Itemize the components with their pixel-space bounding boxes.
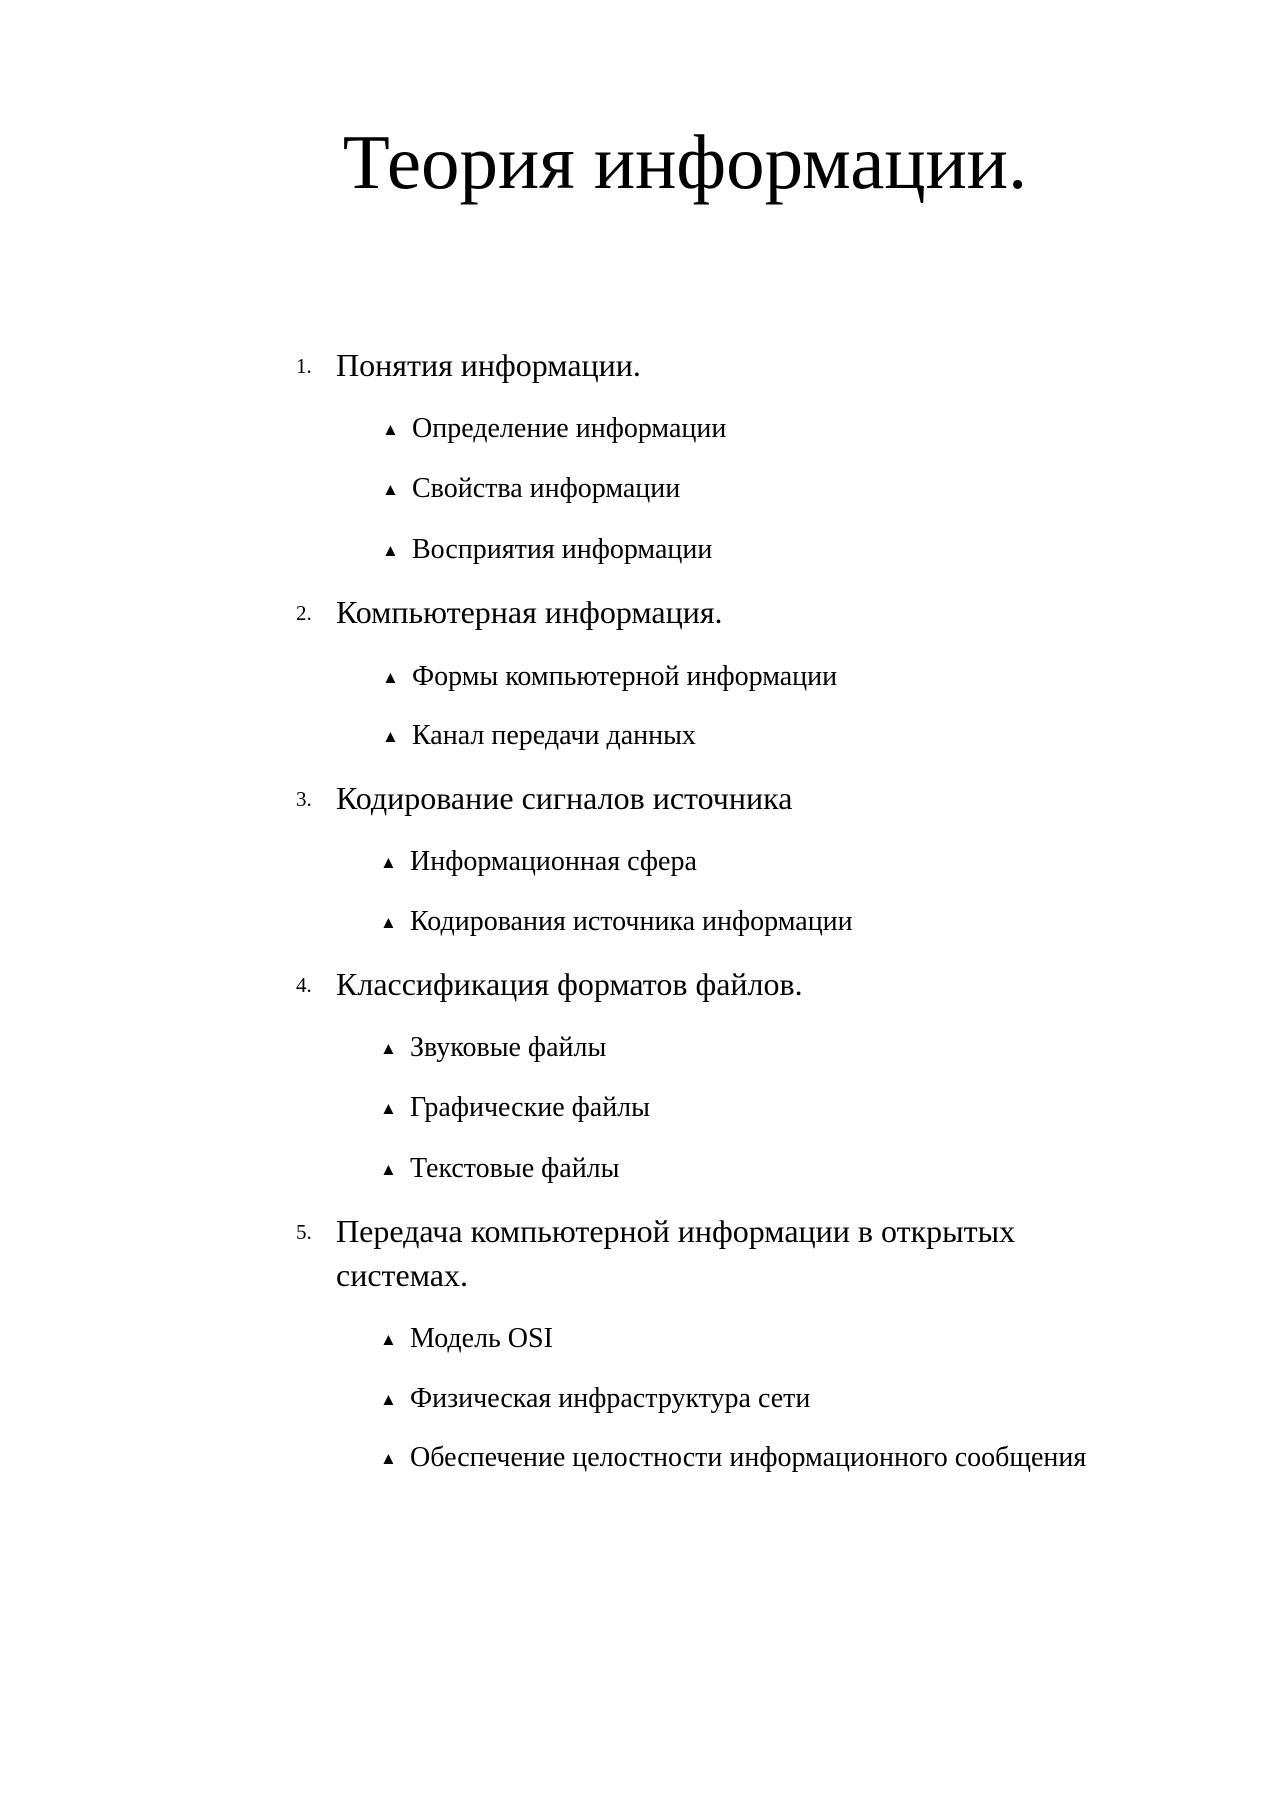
subsection-label: Свойства информации (412, 473, 681, 504)
subsection-label: Звуковые файлы (410, 1032, 607, 1063)
section-title: Кодирование сигналов источника (336, 780, 793, 816)
section-number: 5. (296, 1220, 312, 1244)
section-5 (296, 1209, 1116, 1297)
subsection-item (380, 1440, 1086, 1477)
document-title: Теория информации. (342, 119, 1028, 205)
section-2 (296, 590, 1116, 634)
subsection-item (382, 411, 726, 448)
triangle-bullet-icon: ▲ (382, 727, 399, 746)
subsection-label: Канал передачи данных (412, 720, 696, 751)
subsection-item (380, 1321, 553, 1358)
subsection-label: Информационная сфера (410, 846, 697, 877)
triangle-bullet-icon: ▲ (380, 1449, 397, 1468)
subsection-label: Кодирования источника информации (410, 906, 853, 937)
section-4 (296, 962, 1116, 1006)
section-number: 2. (296, 601, 312, 625)
section-number: 3. (296, 787, 312, 811)
triangle-bullet-icon: ▲ (382, 420, 399, 439)
section-1 (296, 343, 1116, 387)
section-title: Компьютерная информация. (336, 594, 723, 630)
subsection-item (380, 1030, 606, 1067)
subsection-item (380, 844, 697, 881)
section-3 (296, 776, 1116, 820)
triangle-bullet-icon: ▲ (382, 541, 399, 560)
triangle-bullet-icon: ▲ (382, 480, 399, 499)
subsection-item (380, 904, 853, 941)
subsection-item (382, 471, 680, 508)
triangle-bullet-icon: ▲ (382, 668, 399, 687)
section-title: Передача компьютерной информации в открытых системах. (336, 1213, 1016, 1293)
triangle-bullet-icon: ▲ (380, 853, 397, 872)
section-title: Понятия информации. (336, 347, 641, 383)
subsection-label: Модель OSI (410, 1323, 553, 1354)
section-title: Классификация форматов файлов. (336, 966, 803, 1002)
subsection-label: Текстовые файлы (410, 1153, 620, 1184)
triangle-bullet-icon: ▲ (380, 1160, 397, 1179)
subsection-label: Восприятия информации (412, 534, 713, 565)
subsection-label: Обеспечение целостности информационного сообщения (410, 1442, 1087, 1473)
triangle-bullet-icon: ▲ (380, 1390, 397, 1409)
subsection-label: Формы компьютерной информации (412, 661, 838, 692)
triangle-bullet-icon: ▲ (380, 1039, 397, 1058)
subsection-label: Определение информации (412, 413, 727, 444)
triangle-bullet-icon: ▲ (380, 913, 397, 932)
subsection-item (380, 1381, 810, 1418)
triangle-bullet-icon: ▲ (380, 1099, 397, 1118)
triangle-bullet-icon: ▲ (380, 1330, 397, 1349)
section-number: 1. (296, 354, 312, 378)
subsection-label: Графические файлы (410, 1092, 650, 1123)
subsection-item (382, 532, 712, 569)
subsection-item (380, 1151, 619, 1188)
section-number: 4. (296, 973, 312, 997)
subsection-item (382, 659, 837, 696)
subsection-item (380, 1090, 650, 1127)
subsection-item (382, 718, 696, 755)
subsection-label: Физическая инфраструктура сети (410, 1383, 811, 1414)
